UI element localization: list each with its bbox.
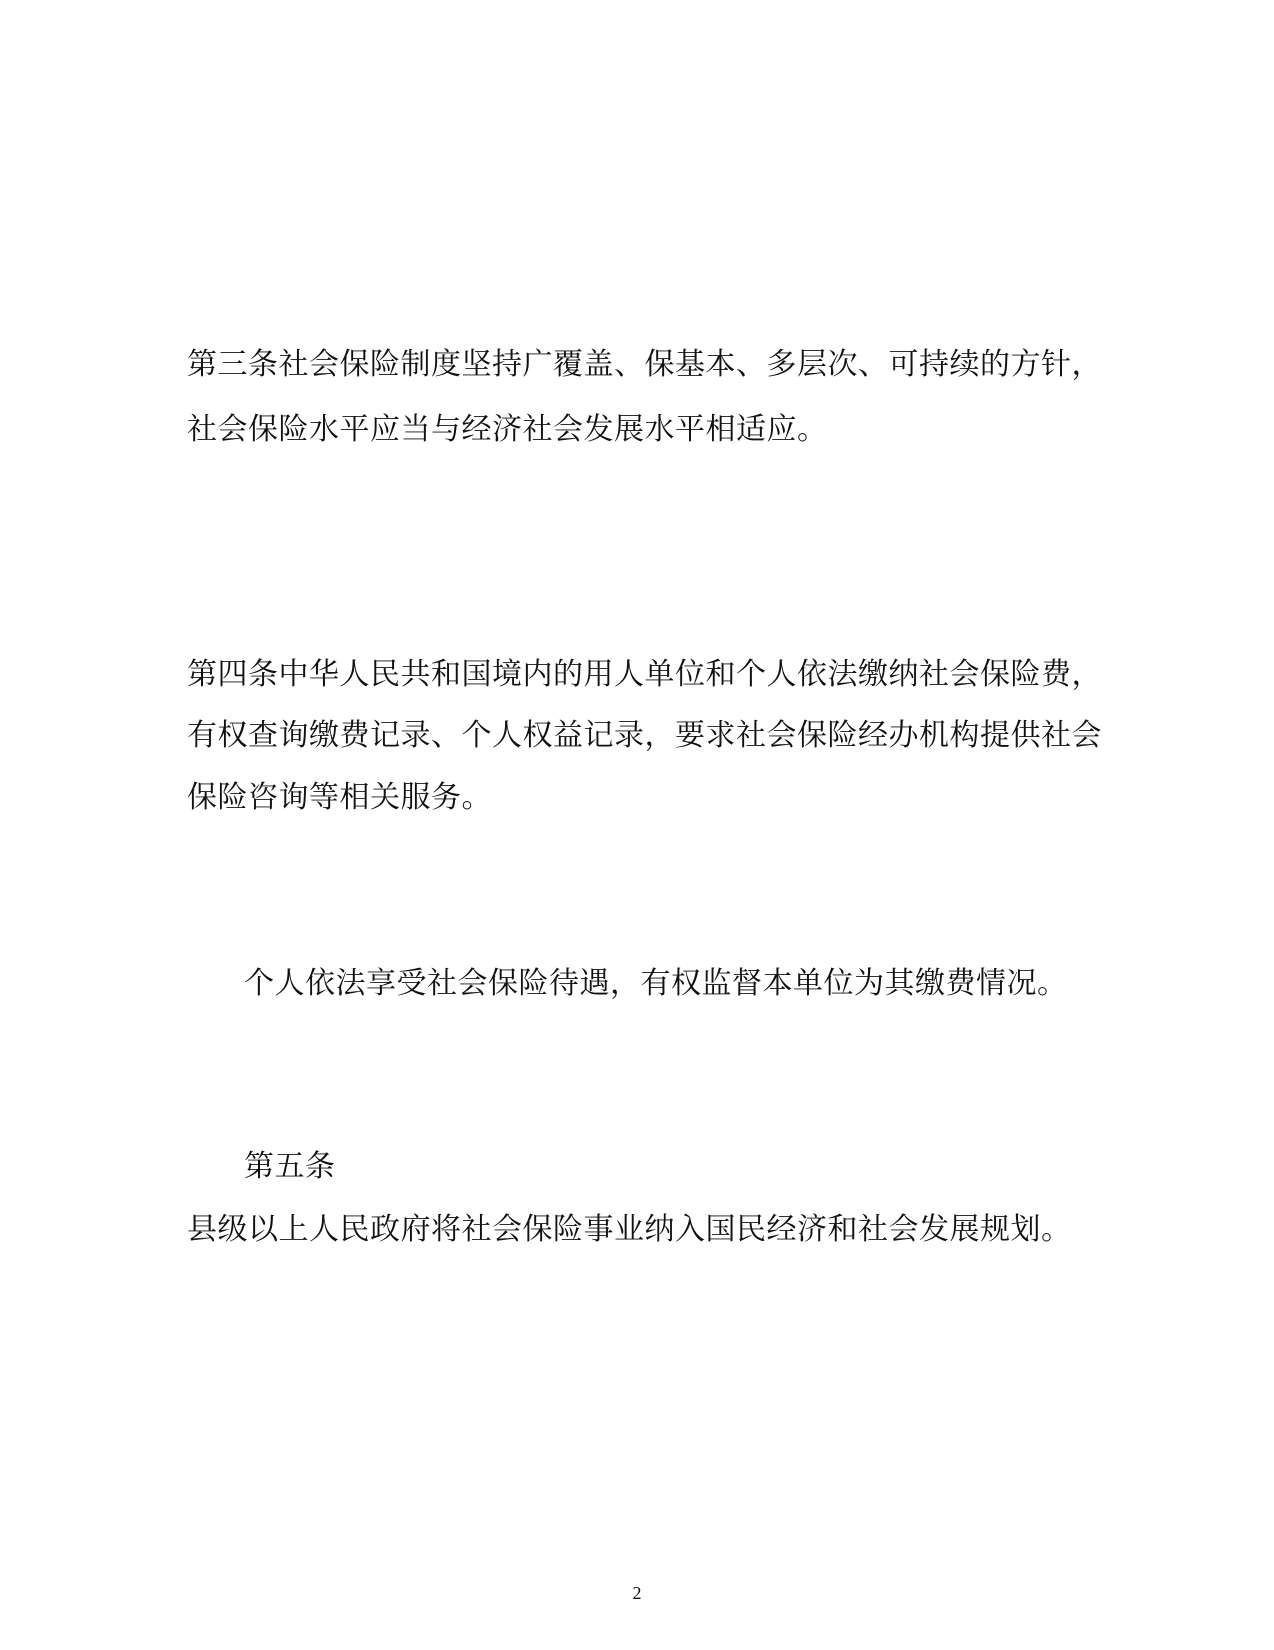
article5-heading: 第五条 — [244, 1149, 336, 1184]
article5-line-1: 县级以上人民政府将社会保险事业纳入国民经济和社会发展规划。 — [187, 1212, 1072, 1247]
article4-line-2: 有权查询缴费记录、个人权益记录，要求社会保险经办机构提供社会 — [187, 718, 1102, 753]
article4-line-3: 保险咨询等相关服务。 — [187, 780, 492, 815]
article4-line-1: 第四条中华人民共和国境内的用人单位和个人依法缴纳社会保险费， — [187, 657, 1102, 692]
article3-line-2: 社会保险水平应当与经济社会发展水平相适应。 — [187, 412, 828, 447]
page-number: 2 — [632, 1583, 642, 1603]
article3-line-1: 第三条社会保险制度坚持广覆盖、保基本、多层次、可持续的方针， — [187, 347, 1102, 382]
article4-continuation: 个人依法享受社会保险待遇，有权监督本单位为其缴费情况。 — [244, 966, 1068, 1001]
